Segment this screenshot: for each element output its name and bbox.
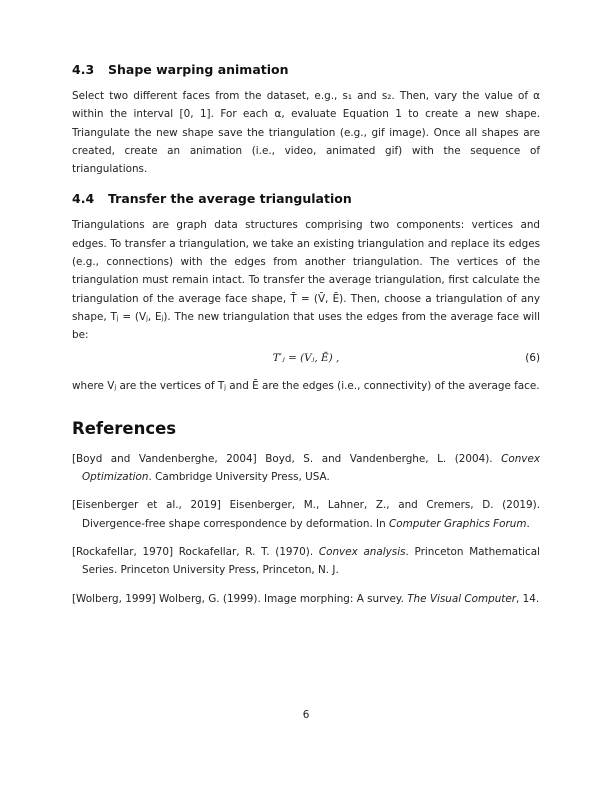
reference-authors: Boyd, S. and Vandenberghe, L. (2004).	[256, 452, 502, 465]
reference-key: [Wolberg, 1999]	[72, 592, 156, 605]
references-heading: References	[72, 418, 177, 438]
paragraph-line: must remain intact. To transfer the average triangulation, first calculate the triangulation of	[72, 274, 540, 305]
page-content	[72, 62, 540, 618]
reference-entry	[72, 543, 540, 580]
section-heading	[72, 191, 540, 207]
paragraph-line: the interval [0, 1]. For each α, evaluate Equation 1 to create a new shape. Triangulate the	[72, 108, 540, 139]
paragraph-line: Select two different faces from the dataset, e.g., s₁ and s₂. Then, vary the value of α within	[72, 90, 540, 121]
section-paragraph	[72, 87, 540, 178]
section-4-4	[72, 191, 540, 394]
paragraph-line: new shape save the triangulation (e.g., gif image). Once all shapes are created, create an	[72, 126, 540, 157]
equation-number: (6)	[525, 351, 540, 364]
reference-entry	[72, 590, 540, 608]
reference-title: Computer Graphics Forum	[389, 517, 527, 530]
page-number: 6	[302, 709, 310, 721]
equation-body: T′ⱼ = (Vⱼ, Ē) ,	[272, 351, 340, 364]
reference-rest: . Princeton Mathematical Series. Princeton University Press, Princeton, N. J.	[82, 546, 540, 577]
reference-key: [Boyd and Vandenberghe, 2004]	[72, 452, 257, 465]
reference-rest: .	[526, 517, 530, 530]
paragraph-line: connections) with the edges from another triangulation. The vertices of the triangulation	[72, 256, 541, 287]
reference-rest: , 14.	[516, 592, 540, 605]
reference-entry	[72, 496, 540, 533]
section-number: 4.4	[72, 191, 95, 207]
reference-title: Convex analysis	[318, 546, 406, 559]
paragraph-line: the average face shape, T̄ = (V̄, Ē). Then, choose a triangulation of any shape, Tⱼ = (Vⱼ, Eⱼ).	[72, 292, 541, 323]
reference-title: Convex Optimization	[82, 452, 540, 484]
paragraph-line: animation (i.e., video, animated gif) with the sequence of triangulations.	[72, 144, 540, 176]
section-title: Shape warping animation	[108, 62, 289, 77]
reference-title: The Visual Computer	[407, 592, 517, 605]
paragraph-line: Triangulations are graph data structures comprising two components: vertices and edges.	[72, 219, 540, 250]
equation-6	[72, 348, 540, 372]
reference-key: [Eisenberger et al., 2019]	[72, 499, 221, 512]
reference-key: [Rockafellar, 1970]	[72, 546, 174, 559]
reference-rest: . Cambridge University Press, USA.	[148, 471, 330, 484]
reference-entry	[72, 450, 540, 487]
section-title: Transfer the average triangulation	[108, 191, 352, 207]
section-number: 4.3	[72, 62, 95, 77]
reference-authors: Wolberg, G. (1999). Image morphing: A survey.	[155, 592, 408, 605]
section-heading	[72, 62, 540, 78]
section-paragraph: where Vⱼ are the vertices of Tⱼ and Ē are the edges (i.e., connectivity) of the average face.	[72, 379, 540, 392]
reference-authors: Eisenberger, M., Lahner, Z., and Cremers, D. (2019). Divergence-free shape correspondence by deformation. In	[82, 499, 541, 530]
section-paragraph	[72, 216, 540, 344]
paragraph-line: The new triangulation that uses the edges from the average face will be:	[72, 310, 540, 342]
section-4-3	[72, 62, 540, 178]
paragraph-line: To transfer a triangulation, we take an existing triangulation and replace its edges (e.g.,	[72, 237, 541, 269]
reference-authors: Rockafellar, R. T. (1970).	[173, 546, 319, 559]
